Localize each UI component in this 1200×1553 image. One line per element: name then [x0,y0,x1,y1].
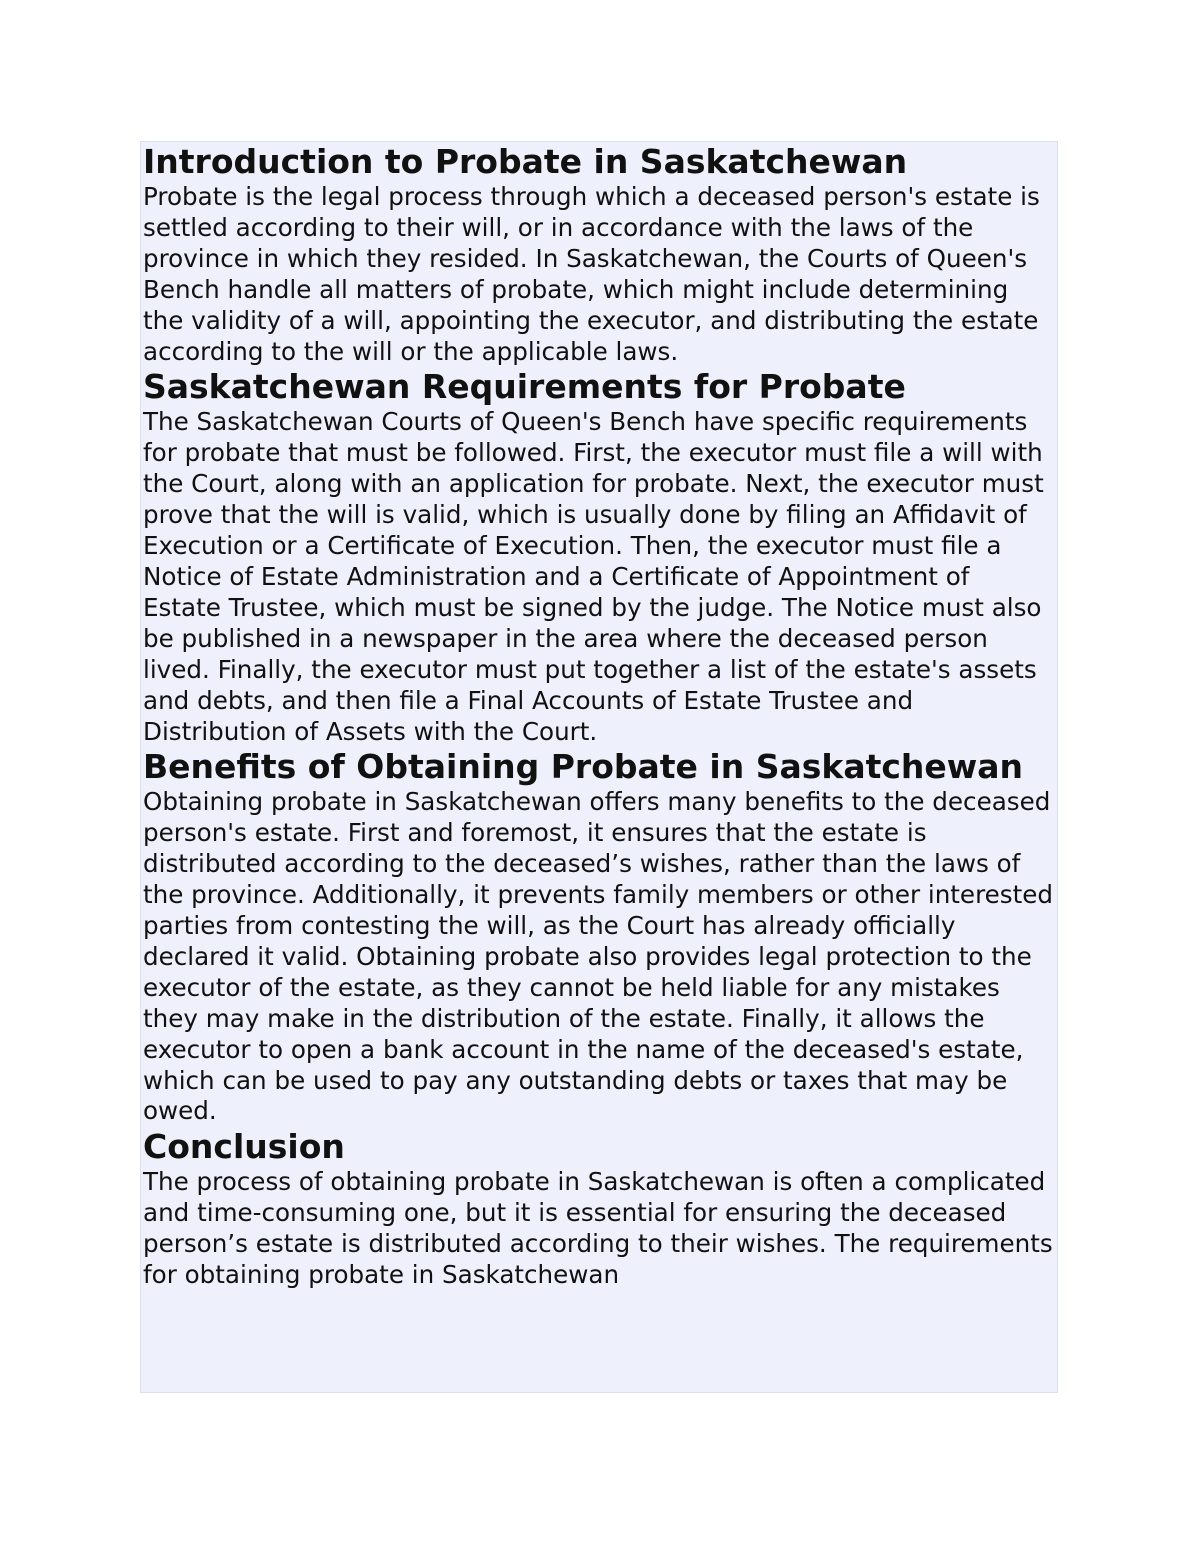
section-heading-introduction: Introduction to Probate in Saskatchewan [143,142,908,181]
section-body-introduction: Probate is the legal process through which a deceased person's estate is settled according to their will, or in accordance with the laws of the province in which they resided. In Saskatchewan, the Courts of Queen's Bench handle all matters of probate, which might include determining the validity of a will, appointing the executor, and distributing the estate according to the will or the applicable laws. [143,182,1040,366]
section-heading-requirements: Saskatchewan Requirements for Probate [143,367,906,407]
section-body-conclusion: The process of obtaining probate in Saskatchewan is often a complicated and time-consuming one, but it is essential for ensuring the deceased person’s estate is distributed according to their wishes. The requirements for obtaining probate in Saskatchewan [143,1167,1053,1290]
section-body-requirements: The Saskatchewan Courts of Queen's Bench have specific requirements for probate that must be followed. First, the executor must file a will with the Court, along with an application for probate. Next, the executor must prove that the will is valid, which is usually done by filing an Affidavit of Execution or a Certificate of Execution. Then, the executor must file a Notice of Estate Administration and a Certificate of Appointment of Estate Trustee, which must be signed by the judge. The Notice must also be published in a newspaper in the area where the deceased person lived. Finally, the executor must put together a list of the estate's assets and debts, and then file a Final Accounts of Estate Trustee and Distribution of Assets with the Court. [143,407,1044,746]
document-text-block [140,141,1058,1393]
section-heading-conclusion: Conclusion [143,1127,345,1167]
section-body-benefits: Obtaining probate in Saskatchewan offers many benefits to the deceased person's estate. First and foremost, it ensures that the estate is distributed according to the deceased’s wishes, rather than the laws of the province. Additionally, it prevents family members or other interested parties from contesting the will, as the Court has already officially declared it valid. Obtaining probate also provides legal protection to the executor of the estate, as they cannot be held liable for any mistakes they may make in the distribution of the estate. Finally, it allows the executor to open a bank account in the name of the deceased's estate, which can be used to pay any outstanding debts or taxes that may be owed. [143,787,1053,1126]
section-heading-benefits: Benefits of Obtaining Probate in Saskatchewan [143,747,1024,787]
